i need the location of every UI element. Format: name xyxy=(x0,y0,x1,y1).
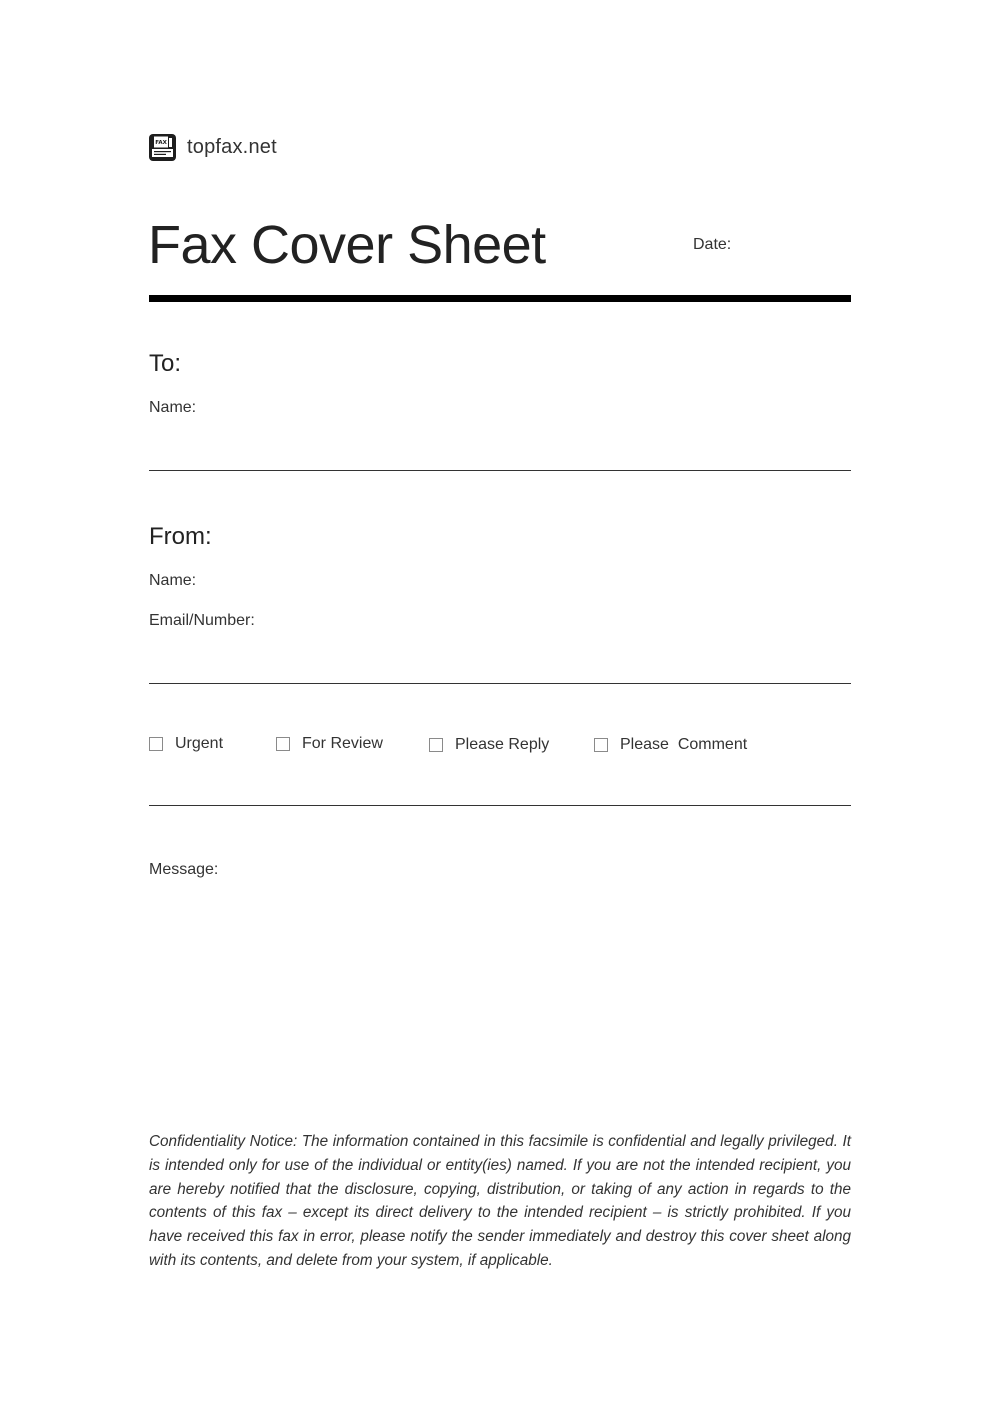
for-review-checkbox[interactable] xyxy=(276,737,290,751)
fax-logo-text: FAX xyxy=(155,139,167,146)
header-divider xyxy=(149,295,851,302)
option-label: Please Comment xyxy=(620,736,748,753)
brand-name: topfax.net xyxy=(187,135,277,158)
option-please-comment[interactable] xyxy=(594,736,747,754)
page-title: Fax Cover Sheet xyxy=(148,215,546,275)
from-contact-label: Email/Number: xyxy=(149,612,255,629)
brand xyxy=(149,132,277,162)
option-label: Urgent xyxy=(175,735,224,752)
urgent-checkbox[interactable] xyxy=(149,737,163,751)
date-label: Date: xyxy=(693,236,732,253)
option-label: Please Reply xyxy=(455,736,550,753)
option-please-reply[interactable] xyxy=(429,736,549,754)
option-urgent[interactable] xyxy=(149,735,223,753)
options-divider xyxy=(149,805,851,806)
please-comment-checkbox[interactable] xyxy=(594,738,608,752)
from-name-label: Name: xyxy=(149,572,197,589)
to-name-label: Name: xyxy=(149,399,197,416)
message-label: Message: xyxy=(149,861,219,878)
to-heading: To: xyxy=(149,350,182,377)
please-reply-checkbox[interactable] xyxy=(429,738,443,752)
from-section-divider xyxy=(149,683,851,684)
option-label: For Review xyxy=(302,735,383,752)
fax-machine-icon xyxy=(149,134,176,161)
to-section-divider xyxy=(149,470,851,471)
option-for-review[interactable] xyxy=(276,735,383,753)
confidentiality-notice: Confidentiality Notice: The information contained in this facsimile is confidential and legally privileged. It is intended only for use of the individual or entity(ies) named. If you are not the intended recipient, you are hereby notified that the disclosure, copying, distribution, or taking of any action in regards to the contents of this fax – except its direct delivery to the intended recipient – is strictly prohibited. If you have received this fax in error, please notify the sender immediately and destroy this cover sheet along with its contents, and delete from your system, if applicable. xyxy=(149,1133,851,1269)
from-heading: From: xyxy=(149,523,212,550)
